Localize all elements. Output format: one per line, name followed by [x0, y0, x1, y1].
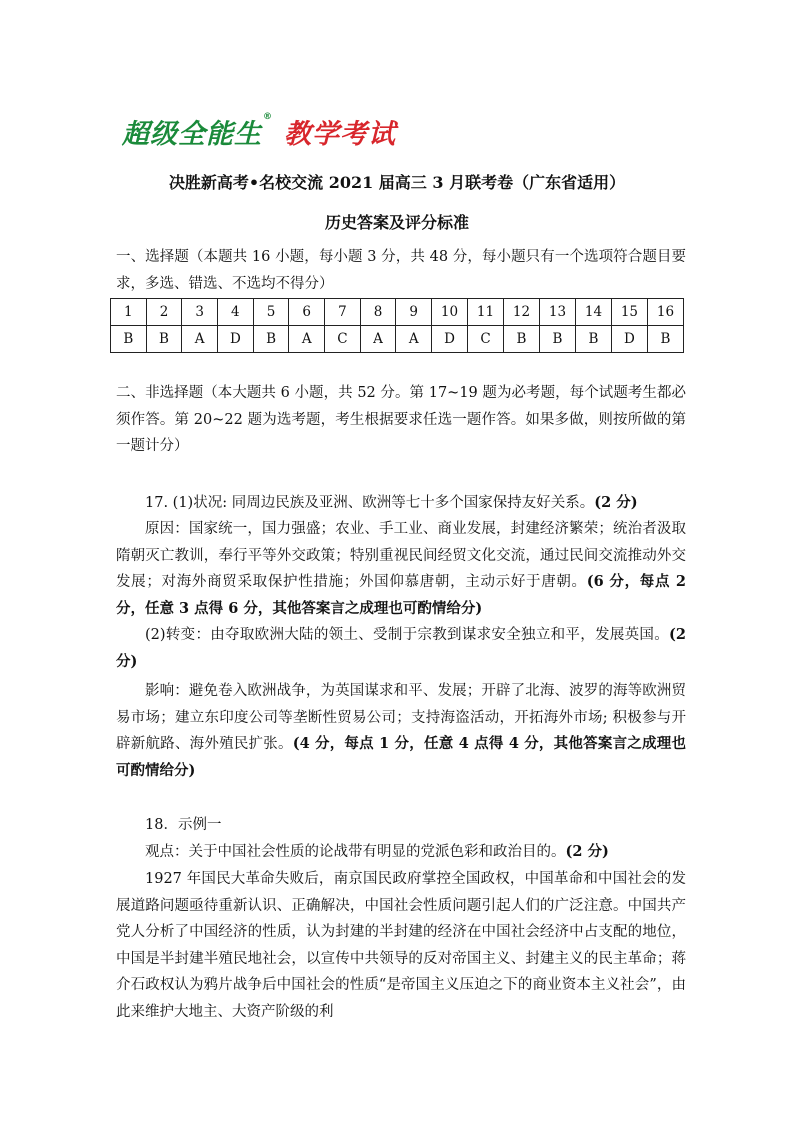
answer-number: 13: [539, 299, 575, 326]
answer-number: 9: [396, 299, 432, 326]
logo-text-green: 超级全能生: [122, 119, 262, 150]
q17-impact-text: 影响：避免卷入欧洲战争，为英国谋求和平、发展；开辟了北海、波罗的海等欧洲贸易市场；建立东印度公司等垄断性贸易公司；支持海盗活动，开拓海外市场; 积极参与开辟新航路、海外殖民扩张。: [116, 683, 686, 752]
answer-letters-row: [111, 326, 684, 353]
answer-numbers-row: [111, 299, 684, 326]
answer-number: 8: [360, 299, 396, 326]
q17-part2-change: [116, 622, 686, 675]
answer-number: 2: [146, 299, 182, 326]
answer-number: 15: [611, 299, 647, 326]
q17-status-score: (2 分): [594, 494, 638, 511]
answer-table: [110, 298, 684, 353]
q17-part2-impact: [116, 678, 686, 784]
answer-letter: B: [146, 326, 182, 353]
answer-number: 7: [325, 299, 361, 326]
page-title: 决胜新高考•名校交流 2021 届高三 3 月联考卷（广东省适用）: [168, 173, 626, 192]
q17-part1-status: [116, 490, 686, 517]
logo: [122, 112, 396, 150]
answer-letter: A: [182, 326, 218, 353]
answer-letter: B: [111, 326, 147, 353]
q18-heading: 18．示例一: [145, 817, 222, 833]
q17-change-score: (2 分): [116, 626, 686, 670]
q18-body: 1927 年国民大革命失败后，南京国民政府掌控全国政权，中国革命和中国社会的发展道路问题亟待重新认识、正确解决，中国社会性质问题引起人们的广泛注意。中国共产党人分析了中国经济的性质，认为封建的半封建的经济在中国社会经济中占支配的地位，中国是半封建半殖民地社会，以宣传中共领导的反对帝国主义、封建主义的民主革命；蒋介石政权认为鸦片战争后中国社会的性质“是帝国主义压迫之下的商业资本主义社会”，由此来维护大地主、大资产阶级的利: [116, 871, 686, 1020]
answer-letter: D: [218, 326, 254, 353]
q18-viewpoint-score: (2 分): [565, 843, 609, 860]
answer-letter: C: [468, 326, 504, 353]
q18-viewpoint: [116, 839, 686, 866]
answer-letter: B: [575, 326, 611, 353]
answer-number: 4: [218, 299, 254, 326]
q17-status-text: 17. (1)状况: 同周边民族及亚洲、欧洲等七十多个国家保持友好关系。: [145, 495, 595, 511]
section-2-heading: 二、非选择题（本大题共 6 小题，共 52 分。第 17~19 题为必考题，每个试题考生都必须作答。第 20~22 题为选考题，考生根据要求任选一题作答。如果多做，则按所做的第一题计分）: [116, 385, 686, 454]
q17-impact-score: (4 分，每点 1 分，任意 4 点得 4 分，其他答案言之成理也可酌情给分): [116, 735, 686, 779]
q17-change-text: (2)转变：由夺取欧洲大陆的领土、受制于宗教到谋求安全独立和平，发展英国。: [145, 627, 670, 643]
q17-part1-reasons: [116, 516, 686, 622]
q17-reasons-score: (6 分，每点 2 分，任意 3 点得 6 分，其他答案言之成理也可酌情给分): [116, 573, 686, 617]
answer-letter: B: [647, 326, 683, 353]
answer-letter: B: [504, 326, 540, 353]
answer-letter: A: [396, 326, 432, 353]
answer-letter: D: [611, 326, 647, 353]
answer-number: 16: [647, 299, 683, 326]
page-subtitle: 历史答案及评分标准: [324, 213, 469, 232]
answer-number: 1: [111, 299, 147, 326]
answer-letter: A: [289, 326, 325, 353]
answer-number: 10: [432, 299, 468, 326]
answer-letter: D: [432, 326, 468, 353]
answer-number: 3: [182, 299, 218, 326]
registered-mark: ®: [263, 112, 272, 122]
answer-number: 12: [504, 299, 540, 326]
answer-number: 6: [289, 299, 325, 326]
logo-text-red: 教学考试: [284, 119, 396, 150]
q17-reasons-text: 原因：国家统一，国力强盛；农业、手工业、商业发展，封建经济繁荣；统治者汲取隋朝灭亡教训，奉行平等外交政策；特别重视民间经贸文化交流，通过民间交流推动外交发展；对海外商贸采取保护性措施；外国仰慕唐朝，主动示好于唐朝。: [116, 521, 686, 590]
answer-number: 14: [575, 299, 611, 326]
answer-letter: B: [253, 326, 289, 353]
q18-viewpoint-text: 观点：关于中国社会性质的论战带有明显的党派色彩和政治目的。: [145, 844, 566, 860]
answer-number: 5: [253, 299, 289, 326]
answer-number: 11: [468, 299, 504, 326]
answer-letter: B: [539, 326, 575, 353]
section-1-heading: 一、选择题（本题共 16 小题，每小题 3 分，共 48 分，每小题只有一个选项符合题目要求，多选、错选、不选均不得分）: [116, 249, 686, 292]
answer-letter: C: [325, 326, 361, 353]
answer-letter: A: [360, 326, 396, 353]
